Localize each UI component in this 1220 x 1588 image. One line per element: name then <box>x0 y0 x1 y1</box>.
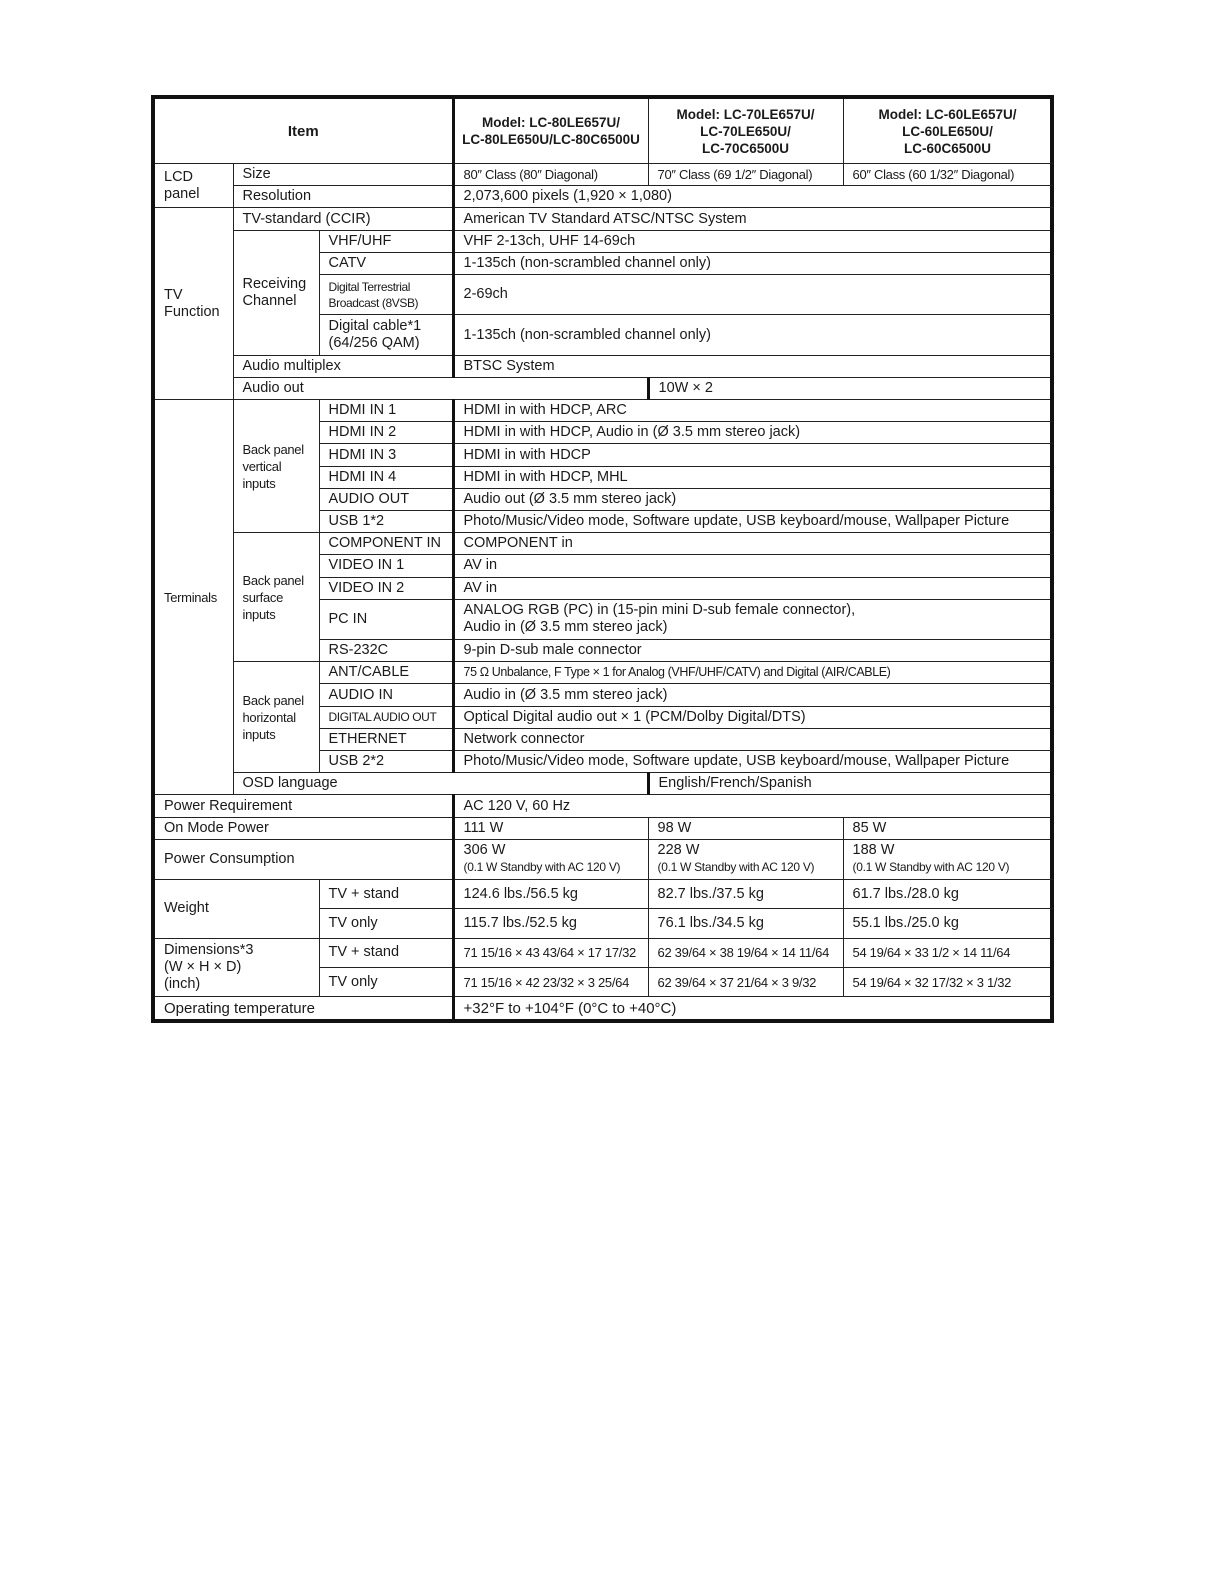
video1-label: VIDEO IN 1 <box>319 555 453 577</box>
usb2-value: Photo/Music/Video mode, Software update, USB keyboard/mouse, Wallpaper Picture <box>453 751 1052 773</box>
audio-out-port-label: AUDIO OUT <box>319 488 453 510</box>
pcin-label: PC IN <box>319 599 453 639</box>
dim-only-label: TV only <box>319 967 453 996</box>
video2-label: VIDEO IN 2 <box>319 577 453 599</box>
model-70-header: Model: LC-70LE657U/ LC-70LE650U/ LC-70C6500U <box>648 97 843 164</box>
size-80: 80″ Class (80″ Diagonal) <box>453 164 648 186</box>
audio-mux-row <box>153 355 1052 377</box>
video1-value: AV in <box>453 555 1052 577</box>
digital-audio-label: DIGITAL AUDIO OUT <box>319 706 453 728</box>
audio-out-value: 10W × 2 <box>648 377 1052 399</box>
usb1-value: Photo/Music/Video mode, Software update, USB keyboard/mouse, Wallpaper Picture <box>453 511 1052 533</box>
hdmi4-label: HDMI IN 4 <box>319 466 453 488</box>
dim-stand-80: 71 15/16 × 43 43/64 × 17 17/32 <box>453 938 648 967</box>
weight-stand-row <box>153 880 1052 909</box>
weight-stand-60: 61.7 lbs./28.0 kg <box>843 880 1052 909</box>
antcable-value: 75 Ω Unbalance, F Type × 1 for Analog (VHF/UHF/CATV) and Digital (AIR/CABLE) <box>453 662 1052 684</box>
hdmi3-value: HDMI in with HDCP <box>453 444 1052 466</box>
consumption-60: 188 W (0.1 W Standby with AC 120 V) <box>843 839 1052 879</box>
size-row <box>153 164 1052 186</box>
audioin-label: AUDIO IN <box>319 684 453 706</box>
vertical-inputs-label: Back panel vertical inputs <box>233 400 319 533</box>
dcable-label: Digital cable*1 (64/256 QAM) <box>319 315 453 355</box>
antcable-label: ANT/CABLE <box>319 662 453 684</box>
model-80-header: Model: LC-80LE657U/ LC-80LE650U/LC-80C6500U <box>453 97 648 164</box>
ethernet-value: Network connector <box>453 728 1052 750</box>
hdmi1-value: HDMI in with HDCP, ARC <box>453 400 1052 422</box>
onmode-70: 98 W <box>648 817 843 839</box>
dtb-value: 2-69ch <box>453 275 1052 315</box>
audio-out-port-value: Audio out (Ø 3.5 mm stereo jack) <box>453 488 1052 510</box>
component-value: COMPONENT in <box>453 533 1052 555</box>
dim-stand-60: 54 19/64 × 33 1/2 × 14 11/64 <box>843 938 1052 967</box>
consumption-70: 228 W (0.1 W Standby with AC 120 V) <box>648 839 843 879</box>
onmode-60: 85 W <box>843 817 1052 839</box>
lcd-panel-label: LCD panel <box>153 164 233 208</box>
power-req-row <box>153 795 1052 817</box>
size-60: 60″ Class (60 1/32″ Diagonal) <box>843 164 1052 186</box>
terminals-label: Terminals <box>153 400 233 795</box>
weight-only-80: 115.7 lbs./52.5 kg <box>453 909 648 938</box>
tv-standard-value: American TV Standard ATSC/NTSC System <box>453 208 1052 230</box>
hdmi4-value: HDMI in with HDCP, MHL <box>453 466 1052 488</box>
audio-mux-label: Audio multiplex <box>233 355 453 377</box>
catv-value: 1-135ch (non-scrambled channel only) <box>453 252 1052 274</box>
power-req-label: Power Requirement <box>153 795 453 817</box>
consumption-row <box>153 839 1052 879</box>
weight-stand-80: 124.6 lbs./56.5 kg <box>453 880 648 909</box>
op-temp-value: +32°F to +104°F (0°C to +40°C) <box>453 997 1052 1021</box>
digital-audio-value: Optical Digital audio out × 1 (PCM/Dolby Digital/DTS) <box>453 706 1052 728</box>
hdmi1-row <box>153 400 1052 422</box>
hdmi2-value: HDMI in with HDCP, Audio in (Ø 3.5 mm stereo jack) <box>453 422 1052 444</box>
component-row <box>153 533 1052 555</box>
tv-standard-label: TV-standard (CCIR) <box>233 208 453 230</box>
vhf-row <box>153 230 1052 252</box>
weight-label: Weight <box>153 880 319 939</box>
osd-label: OSD language <box>233 773 648 795</box>
antcable-row <box>153 662 1052 684</box>
vhf-label: VHF/UHF <box>319 230 453 252</box>
size-70: 70″ Class (69 1/2″ Diagonal) <box>648 164 843 186</box>
audio-out-label: Audio out <box>233 377 648 399</box>
weight-only-label: TV only <box>319 909 453 938</box>
weight-only-60: 55.1 lbs./25.0 kg <box>843 909 1052 938</box>
size-label: Size <box>233 164 453 186</box>
dim-stand-row <box>153 938 1052 967</box>
onmode-80: 111 W <box>453 817 648 839</box>
hdmi3-label: HDMI IN 3 <box>319 444 453 466</box>
video2-value: AV in <box>453 577 1052 599</box>
tv-standard-row <box>153 208 1052 230</box>
rs232-label: RS-232C <box>319 640 453 662</box>
consumption-label: Power Consumption <box>153 839 453 879</box>
onmode-row <box>153 817 1052 839</box>
onmode-label: On Mode Power <box>153 817 453 839</box>
osd-value: English/French/Spanish <box>648 773 1052 795</box>
tv-function-label: TV Function <box>153 208 233 400</box>
op-temp-row <box>153 997 1052 1021</box>
rs232-value: 9-pin D-sub male connector <box>453 640 1052 662</box>
dim-only-80: 71 15/16 × 42 23/32 × 3 25/64 <box>453 967 648 996</box>
dim-only-60: 54 19/64 × 32 17/32 × 3 1/32 <box>843 967 1052 996</box>
vhf-value: VHF 2-13ch, UHF 14-69ch <box>453 230 1052 252</box>
audio-out-row <box>153 377 1052 399</box>
audioin-value: Audio in (Ø 3.5 mm stereo jack) <box>453 684 1052 706</box>
weight-stand-70: 82.7 lbs./37.5 kg <box>648 880 843 909</box>
component-label: COMPONENT IN <box>319 533 453 555</box>
ethernet-label: ETHERNET <box>319 728 453 750</box>
horizontal-inputs-label: Back panel horizontal inputs <box>233 662 319 773</box>
dimensions-label: Dimensions*3 (W × H × D) (inch) <box>153 938 319 997</box>
catv-label: CATV <box>319 252 453 274</box>
audio-mux-value: BTSC System <box>453 355 1052 377</box>
pcin-value: ANALOG RGB (PC) in (15-pin mini D-sub female connector), Audio in (Ø 3.5 mm stereo jack) <box>453 599 1052 639</box>
usb2-label: USB 2*2 <box>319 751 453 773</box>
dim-only-70: 62 39/64 × 37 21/64 × 3 9/32 <box>648 967 843 996</box>
item-header: Item <box>153 97 453 164</box>
spec-table <box>151 95 1054 1023</box>
weight-stand-label: TV + stand <box>319 880 453 909</box>
op-temp-label: Operating temperature <box>153 997 453 1021</box>
model-60-header: Model: LC-60LE657U/ LC-60LE650U/ LC-60C6500U <box>843 97 1052 164</box>
weight-only-70: 76.1 lbs./34.5 kg <box>648 909 843 938</box>
power-req-value: AC 120 V, 60 Hz <box>453 795 1052 817</box>
resolution-label: Resolution <box>233 186 453 208</box>
osd-row <box>153 773 1052 795</box>
dim-stand-label: TV + stand <box>319 938 453 967</box>
hdmi1-label: HDMI IN 1 <box>319 400 453 422</box>
consumption-80: 306 W (0.1 W Standby with AC 120 V) <box>453 839 648 879</box>
dcable-value: 1-135ch (non-scrambled channel only) <box>453 315 1052 355</box>
usb1-label: USB 1*2 <box>319 511 453 533</box>
receiving-channel-label: Receiving Channel <box>233 230 319 355</box>
resolution-row <box>153 186 1052 208</box>
resolution-value: 2,073,600 pixels (1,920 × 1,080) <box>453 186 1052 208</box>
header-row <box>153 97 1052 164</box>
dtb-label: Digital Terrestrial Broadcast (8VSB) <box>319 275 453 315</box>
dim-stand-70: 62 39/64 × 38 19/64 × 14 11/64 <box>648 938 843 967</box>
surface-inputs-label: Back panel surface inputs <box>233 533 319 662</box>
hdmi2-label: HDMI IN 2 <box>319 422 453 444</box>
